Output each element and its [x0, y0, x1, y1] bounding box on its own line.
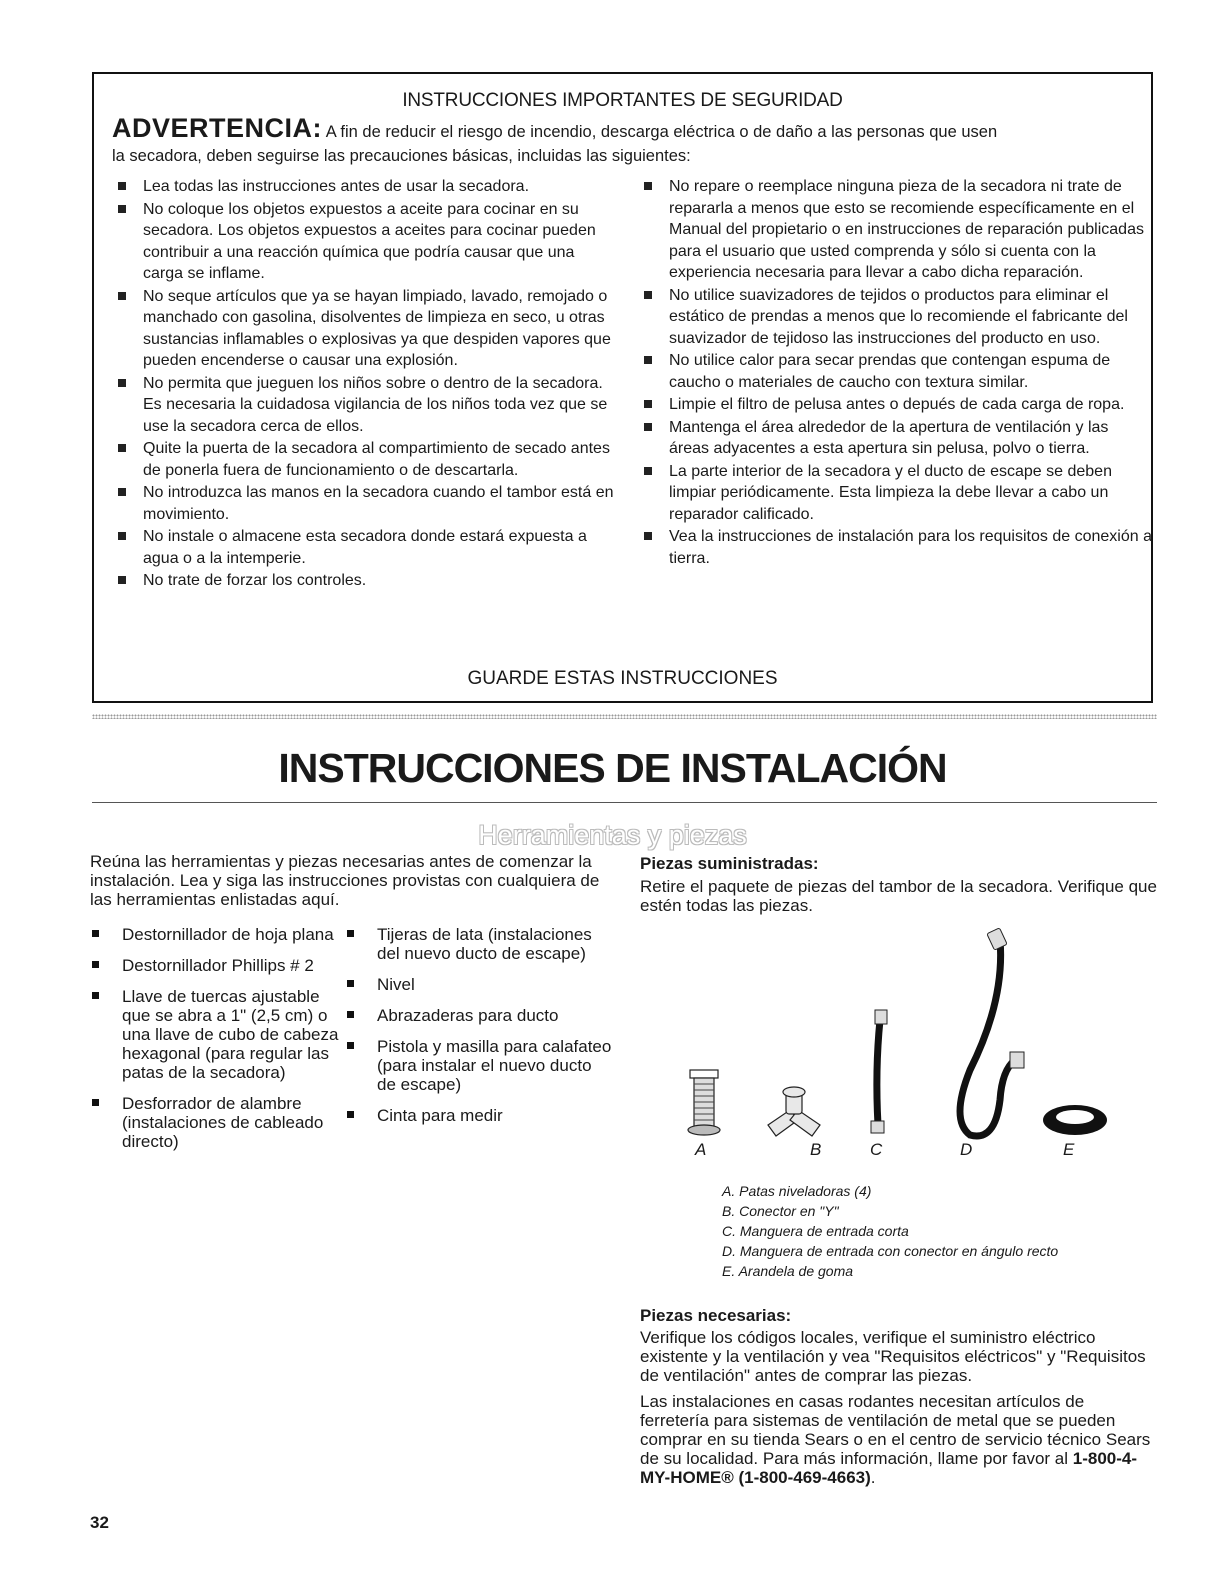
- list-item: Mantenga el área alrededor de la apertura de ventilación y las áreas adyacentes a esta apertura sin pelusa, polvo o tierra.: [642, 417, 1152, 460]
- list-item: Vea la instrucciones de instalación para los requisitos de conexión a tierra.: [642, 526, 1152, 569]
- list-item: No trate de forzar los controles.: [116, 570, 616, 592]
- parts-captions: [722, 1181, 1058, 1281]
- needed-paragraph-1: Verifique los códigos locales, verifique el suministro eléctrico existente y la ventilación y vea "Requisitos eléctricos" y "Requisitos de ventilación" antes de comprar las piezas.: [640, 1328, 1146, 1385]
- y-connector-icon: [768, 1087, 820, 1136]
- warning-word: ADVERTENCIA:: [112, 113, 323, 143]
- list-item: Destornillador de hoja plana: [90, 925, 340, 944]
- short-hose-icon: [871, 1010, 887, 1133]
- bullet-icon: [644, 423, 652, 431]
- bullet-icon: [92, 930, 99, 937]
- list-item: Limpie el filtro de pelusa antes o depués de cada carga de ropa.: [642, 394, 1152, 416]
- bullet-icon: [118, 444, 126, 452]
- title-rule: [92, 802, 1157, 803]
- intro-text: Reúna las herramientas y piezas necesarias antes de comenzar la instalación. Lea y siga las instrucciones provistas con cualquiera de las herramientas enlistadas aquí.: [90, 852, 600, 909]
- list-item: No utilice calor para secar prendas que contengan espuma de caucho o materiales de caucho con textura similar.: [642, 350, 1152, 393]
- warning-text-2: la secadora, deben seguirse las precauciones básicas, incluidas las siguientes:: [112, 147, 691, 165]
- caption: E. Arandela de goma: [722, 1263, 854, 1279]
- bullet-icon: [118, 576, 126, 584]
- page-title: INSTRUCCIONES DE INSTALACIÓN: [278, 745, 947, 791]
- list-item: No introduzca las manos en la secadora cuando el tambor está en movimiento.: [116, 482, 616, 525]
- safety-list-left: [116, 176, 616, 593]
- safety-box: [92, 72, 1153, 703]
- list-item: Abrazaderas para ducto: [345, 1006, 615, 1025]
- list-item: Cinta para medir: [345, 1106, 615, 1125]
- bullet-icon: [644, 400, 652, 408]
- list-item: Destornillador Phillips # 2: [90, 956, 340, 975]
- part-letter: D: [960, 1140, 973, 1159]
- supplied-text: Retire el paquete de piezas del tambor de la secadora. Verifique que estén todas las piezas.: [640, 877, 1157, 915]
- part-letter: B: [810, 1140, 822, 1159]
- list-item: Desforrador de alambre (instalaciones de cableado directo): [90, 1094, 340, 1151]
- part-letter: E: [1063, 1140, 1075, 1159]
- list-item: No coloque los objetos expuestos a aceite para cocinar en su secadora. Los objetos expuestos a aceites para cocinar pueden contribuir a una reacción química que podría causar que una carga se inflame.: [116, 199, 616, 285]
- bullet-icon: [92, 992, 99, 999]
- bullet-icon: [347, 980, 354, 987]
- bullet-icon: [644, 291, 652, 299]
- right-angle-hose-icon: [960, 928, 1024, 1136]
- rubber-washer-icon: [1043, 1105, 1107, 1135]
- phone-number: 1-800-4-MY-HOME® (1-800-469-4663): [640, 1449, 1138, 1487]
- bullet-icon: [347, 1011, 354, 1018]
- bullet-icon: [92, 961, 99, 968]
- dotted-divider: [92, 714, 1157, 719]
- warning-text: A fin de reducir el riesgo de incendio, descarga eléctrica o de daño a las personas que usen: [325, 123, 998, 141]
- caption: D. Manguera de entrada con conector en ángulo recto: [722, 1243, 1059, 1259]
- bullet-icon: [118, 379, 126, 387]
- list-item: No seque artículos que ya se hayan limpiado, lavado, remojado o manchado con gasolina, disolventes de limpieza en seco, u otras sustancias inflamables o explosivas ya que despiden vapores que pueden encenderse o causar una explosión.: [116, 286, 616, 372]
- list-item: Tijeras de lata (instalaciones del nuevo ducto de escape): [345, 925, 615, 963]
- bullet-icon: [347, 1111, 354, 1118]
- part-letter: C: [870, 1140, 883, 1159]
- bullet-icon: [347, 930, 354, 937]
- section-title: Herramientas y piezas: [478, 820, 747, 850]
- bullet-icon: [644, 467, 652, 475]
- list-item: No permita que jueguen los niños sobre o dentro de la secadora. Es necesaria la cuidadosa vigilancia de los niños toda vez que se use la secadora cerca de ellos.: [116, 373, 616, 438]
- tools-list-2: [345, 925, 615, 1137]
- caption: C. Manguera de entrada corta: [722, 1223, 909, 1239]
- safety-title: INSTRUCCIONES IMPORTANTES DE SEGURIDAD: [402, 90, 843, 111]
- bullet-icon: [347, 1042, 354, 1049]
- leveling-leg-icon: [688, 1070, 720, 1135]
- list-item: Quite la puerta de la secadora al compartimiento de secado antes de ponerla fuera de funcionamiento o de descartarla.: [116, 438, 616, 481]
- save-instructions: GUARDE ESTAS INSTRUCCIONES: [467, 668, 778, 689]
- bullet-icon: [92, 1099, 99, 1106]
- bullet-icon: [118, 205, 126, 213]
- page-number: 32: [90, 1513, 109, 1532]
- list-item: No utilice suavizadores de tejidos o productos para eliminar el estático de prendas a menos que lo recomiende el fabricante del suavizador de tejidoso las instrucciones del producto en uso.: [642, 285, 1152, 350]
- list-item: No instale o almacene esta secadora donde estará expuesta a agua o a la intemperie.: [116, 526, 616, 569]
- needed-heading: Piezas necesarias:: [640, 1306, 792, 1325]
- part-letter: A: [695, 1140, 707, 1159]
- parts-illustration: [670, 920, 1130, 1145]
- list-item: La parte interior de la secadora y el ducto de escape se deben limpiar periódicamente. Esta limpieza la debe llevar a cabo un reparador calificado.: [642, 461, 1152, 526]
- bullet-icon: [644, 532, 652, 540]
- caption: B. Conector en "Y": [722, 1203, 839, 1219]
- bullet-icon: [118, 292, 126, 300]
- bullet-icon: [644, 182, 652, 190]
- list-item: Nivel: [345, 975, 615, 994]
- list-item: No repare o reemplace ninguna pieza de la secadora ni trate de repararla a menos que esto se recomiende específicamente en el Manual del propietario o en instrucciones de reparación publicadas para el usuario que usted comprenda y sólo si cuenta con la experiencia necesaria para llevar a cabo dicha reparación.: [642, 176, 1152, 284]
- list-item: Pistola y masilla para calafateo (para instalar el nuevo ducto de escape): [345, 1037, 615, 1094]
- tools-list-1: [90, 925, 340, 1163]
- caption: A. Patas niveladoras (4): [722, 1183, 872, 1199]
- list-item: Lea todas las instrucciones antes de usar la secadora.: [116, 176, 616, 198]
- safety-list-right: [642, 176, 1152, 570]
- needed-paragraph-2: Las instalaciones en casas rodantes necesitan artículos de ferretería para sistemas de ventilación de metal que se pueden comprar en su tienda Sears o en el centro de servicio técnico Sears de su localidad. Para más información, llame por favor al 1-800-4-MY-HOME® (1-800-469-4663).: [640, 1392, 1151, 1487]
- bullet-icon: [118, 182, 126, 190]
- list-item: Llave de tuercas ajustable que se abra a 1" (2,5 cm) o una llave de cubo de cabeza hexagonal (para regular las patas de la secadora): [90, 987, 340, 1082]
- warning-line: [112, 113, 1142, 143]
- bullet-icon: [118, 532, 126, 540]
- supplied-heading: Piezas suministradas:: [640, 854, 819, 873]
- bullet-icon: [118, 488, 126, 496]
- bullet-icon: [644, 356, 652, 364]
